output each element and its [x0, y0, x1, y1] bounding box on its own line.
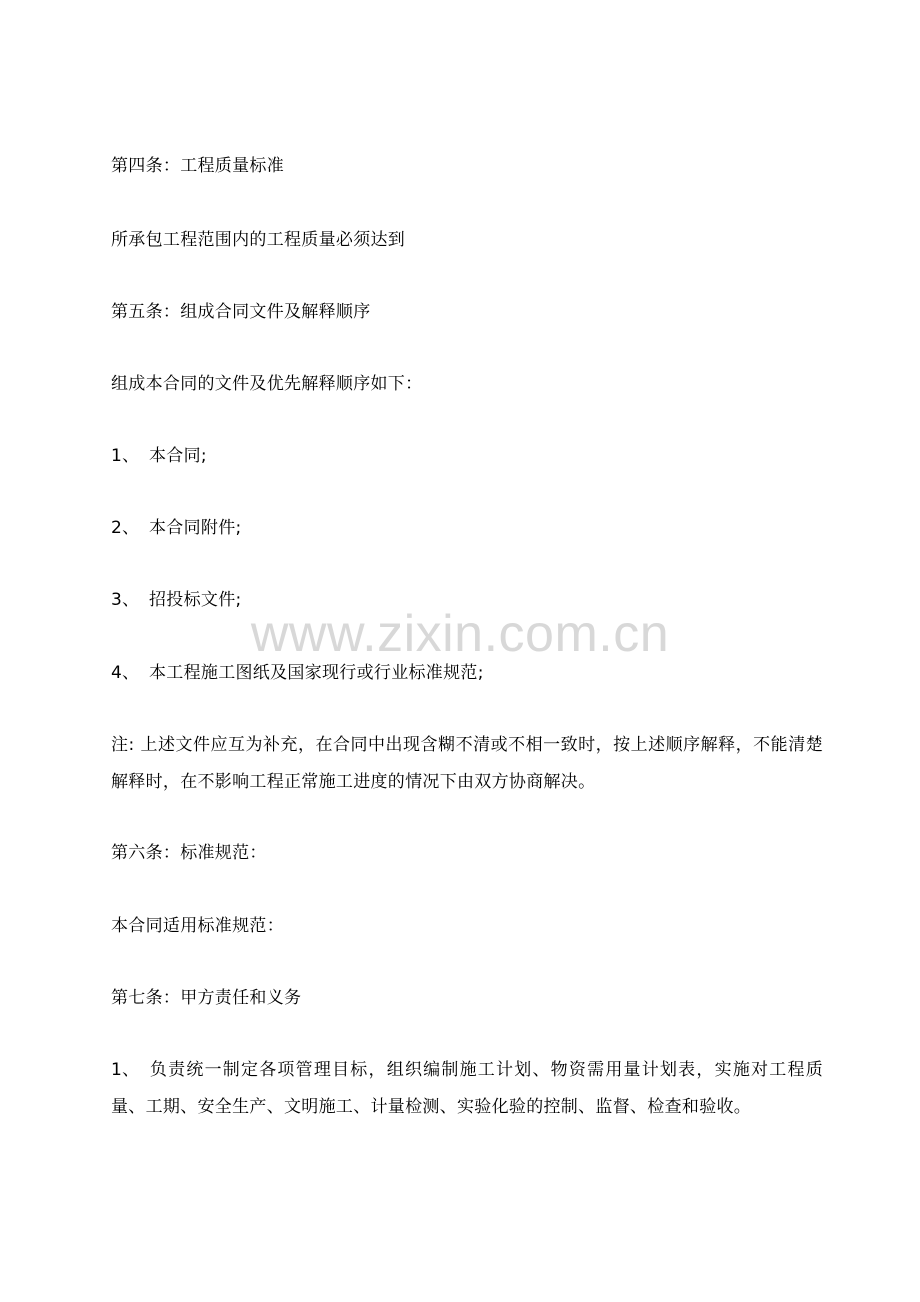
list-item	[111, 446, 207, 466]
list-item-text: 负责统一制定各项管理目标，组织编制施工计划、物资需用量计划表，实施对工程质量、工期、安全生产、文明施工、计量检测、实验化验的控制、监督、检查和验收。	[111, 1060, 823, 1117]
watermark: www.zixin.com.cn	[250, 605, 670, 663]
list-item-number: 1、	[111, 1060, 140, 1080]
article5-heading: 第五条：组成合同文件及解释顺序	[111, 302, 371, 322]
article4-heading: 第四条：工程质量标准	[111, 156, 284, 176]
list-item-text: 本合同;	[149, 446, 207, 466]
article6-text: 本合同适用标准规范：	[111, 916, 284, 936]
list-item	[111, 590, 242, 610]
list-item-text: 本工程施工图纸及国家现行或行业标准规范;	[149, 663, 484, 683]
list-item-number: 1、	[111, 446, 140, 466]
list-item-number: 2、	[111, 518, 140, 538]
article5-intro: 组成本合同的文件及优先解释顺序如下：	[111, 374, 423, 394]
list-item-number: 4、	[111, 663, 140, 683]
article4-text: 所承包工程范围内的工程质量必须达到	[111, 230, 406, 250]
article7-item-1	[111, 1052, 823, 1126]
article5-note: 注: 上述文件应互为补充，在合同中出现含糊不清或不相一致时，按上述顺序解释，不能清楚解释时，在不影响工程正常施工进度的情况下由双方协商解决。	[111, 735, 823, 792]
list-item	[111, 663, 484, 683]
list-item-text: 本合同附件;	[149, 518, 242, 538]
list-item	[111, 518, 242, 538]
article7-heading: 第七条：甲方责任和义务	[111, 988, 302, 1008]
article6-heading: 第六条：标准规范：	[111, 843, 267, 863]
list-item-text: 招投标文件;	[149, 590, 242, 610]
list-item-number: 3、	[111, 590, 140, 610]
